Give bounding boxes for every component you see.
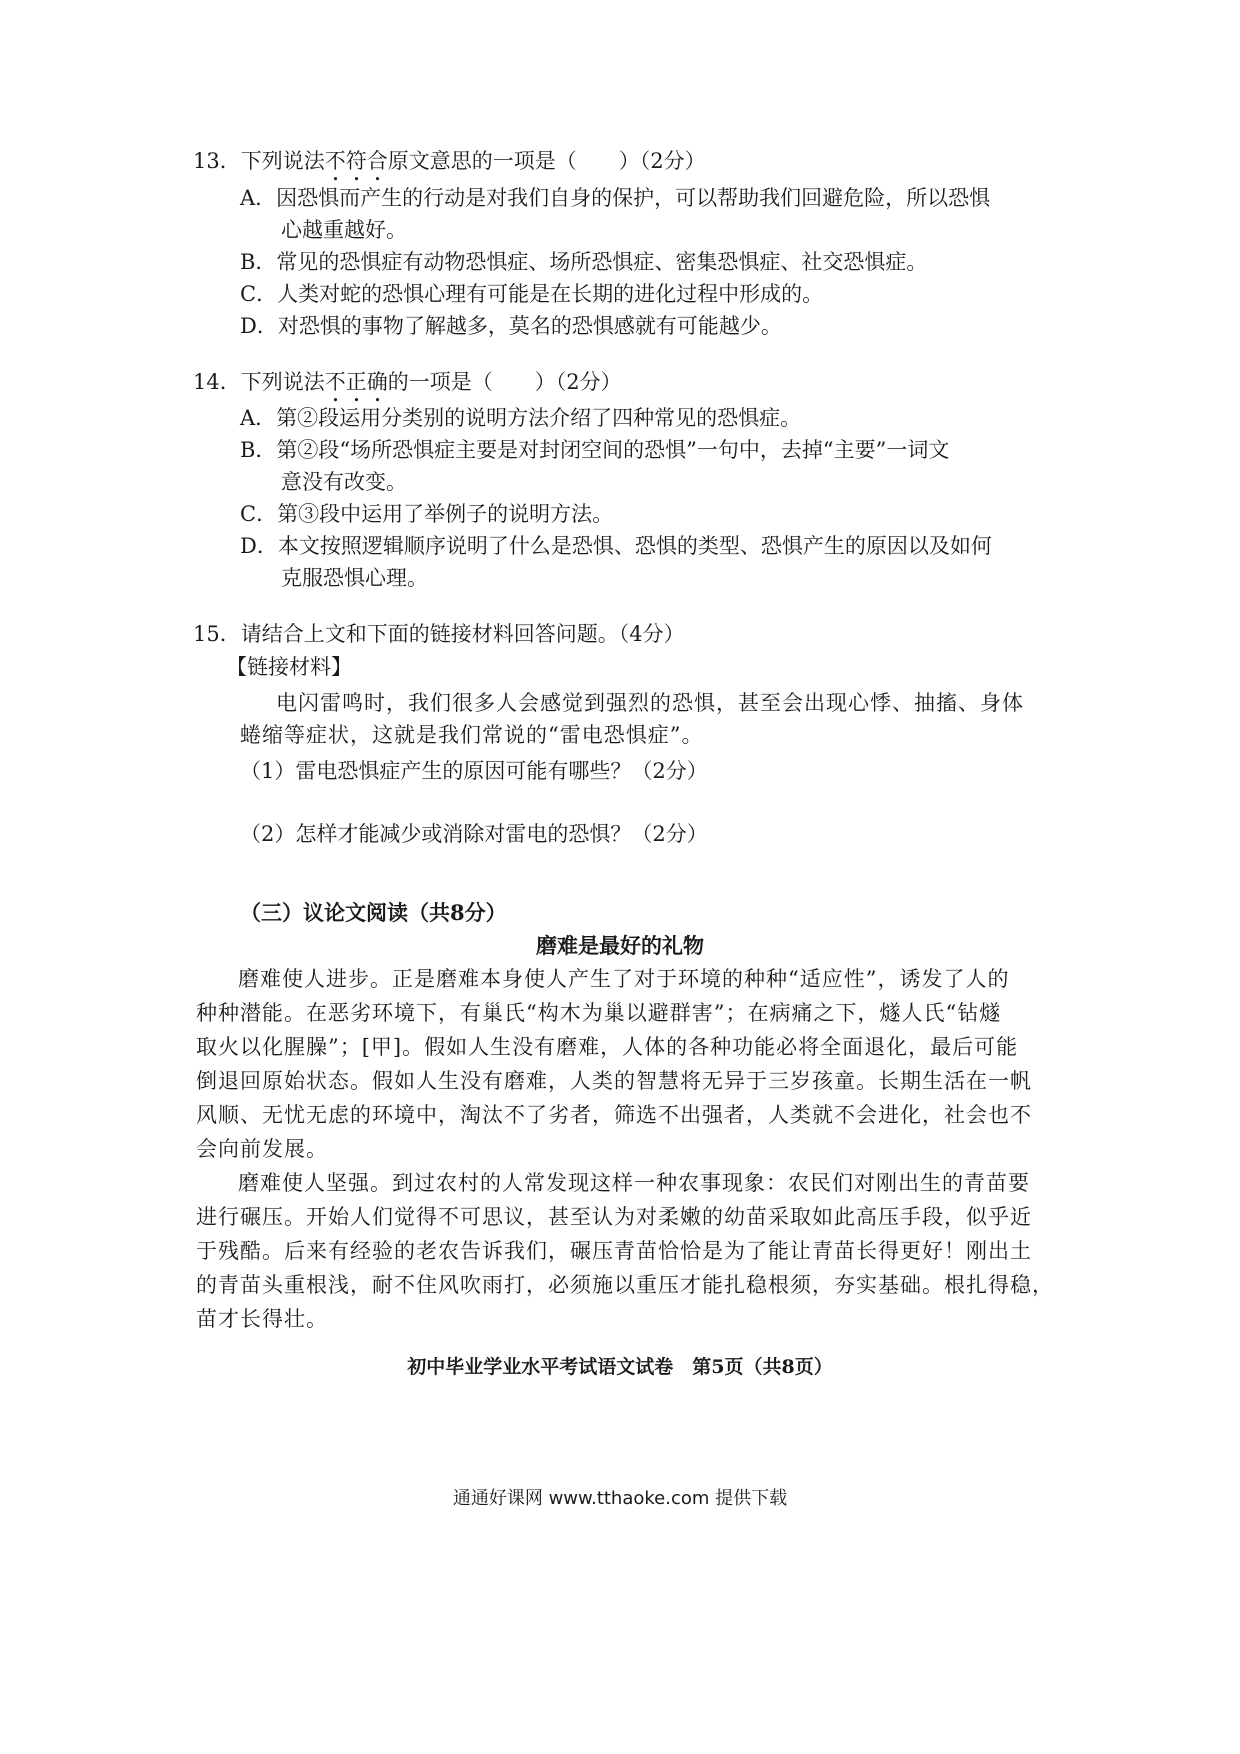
para1-line-2: 种种潜能。在恶劣环境下，有巢氏“构木为巢以避群害”；在病痛之下，燧人氏“钻燧 — [196, 1001, 1002, 1025]
q13-stem — [193, 146, 706, 186]
q14-option-d-cont: 克服恐惧心理。 — [281, 566, 428, 590]
q15-sub-1: （1）雷电恐惧症产生的原因可能有哪些？（2分） — [240, 759, 708, 783]
para1-line-5: 风顺、无忧无虑的环境中，淘汰不了劣者，筛选不出强者，人类就不会进化，社会也不 — [196, 1103, 1032, 1127]
q15-link-text-1: 电闪雷鸣时，我们很多人会感觉到强烈的恐惧，甚至会出现心悸、抽搐、身体 — [276, 691, 1024, 715]
para2-line-5: 苗才长得壮。 — [196, 1307, 328, 1331]
q14-stem-pre: 14．下列说法 — [193, 370, 325, 394]
q13-option-a: A．因恐惧而产生的行动是对我们自身的保护，可以帮助我们回避危险，所以恐惧 — [240, 186, 991, 210]
q13-stem-pre: 13．下列说法 — [193, 149, 325, 173]
para1-line-4: 倒退回原始状态。假如人生没有磨难，人类的智慧将无异于三岁孩童。长期生活在一帆 — [196, 1069, 1032, 1093]
para1-line-6: 会向前发展。 — [196, 1137, 328, 1161]
q15-stem: 15．请结合上文和下面的链接材料回答问题。（4分） — [193, 622, 685, 646]
section-heading: （三）议论文阅读（共8分） — [240, 900, 507, 925]
q14-stem-post: 的一项是（ ）（2分） — [387, 370, 622, 394]
para2-line-1: 磨难使人坚强。到过农村的人常发现这样一种农事现象：农民们对刚出生的青苗要 — [238, 1171, 1030, 1195]
q14-stem-emph: 不正确 — [324, 370, 388, 394]
para1-line-3: 取火以化腥臊”；[甲]。假如人生没有磨难，人体的各种功能必将全面退化，最后可能 — [196, 1035, 1019, 1059]
q15-link-label: 【链接材料】 — [226, 655, 352, 679]
q14-option-c: C．第③段中运用了举例子的说明方法。 — [240, 502, 614, 526]
para2-line-2: 进行碾压。开始人们觉得不可思议，甚至认为对柔嫩的幼苗采取如此高压手段，似乎近 — [196, 1205, 1032, 1229]
q13-option-c: C．人类对蛇的恐惧心理有可能是在长期的进化过程中形成的。 — [240, 282, 824, 306]
q13-option-d: D．对恐惧的事物了解越多，莫名的恐惧感就有可能越少。 — [240, 314, 782, 338]
download-credit: 通通好课网 www.tthaoke.com 提供下载 — [452, 1488, 788, 1509]
para2-line-3: 于残酷。后来有经验的老农告诉我们，碾压青苗恰恰是为了能让青苗长得更好！刚出土 — [196, 1239, 1032, 1263]
q14-option-b-cont: 意没有改变。 — [281, 470, 407, 494]
q13-option-b: B．常见的恐惧症有动物恐惧症、场所恐惧症、密集恐惧症、社交恐惧症。 — [240, 250, 928, 274]
q13-stem-emph: 不符合 — [324, 149, 388, 173]
q13-stem-post: 原文意思的一项是（ ）（2分） — [387, 149, 706, 173]
q14-option-a: A．第②段运用分类别的说明方法介绍了四种常见的恐惧症。 — [240, 406, 802, 430]
q14-option-b: B．第②段“场所恐惧症主要是对封闭空间的恐惧”一句中，去掉“主要”一词文 — [240, 438, 950, 462]
q15-link-text-2: 蜷缩等症状，这就是我们常说的“雷电恐惧症”。 — [240, 723, 704, 747]
essay-title: 磨难是最好的礼物 — [536, 933, 704, 958]
para2-line-4: 的青苗头重根浅，耐不住风吹雨打，必须施以重压才能扎稳根须，夯实基础。根扎得稳， — [196, 1273, 1054, 1297]
para1-line-1: 磨难使人进步。正是磨难本身使人产生了对于环境的种种“适应性”，诱发了人的 — [238, 967, 1010, 991]
q14-option-d: D．本文按照逻辑顺序说明了什么是恐惧、恐惧的类型、恐惧产生的原因以及如何 — [240, 534, 992, 558]
page-footer: 初中毕业学业水平考试语文试卷 第5页（共8页） — [407, 1356, 833, 1378]
q15-sub-2: （2）怎样才能减少或消除对雷电的恐惧？（2分） — [240, 822, 708, 846]
q14-stem — [193, 367, 622, 407]
q13-option-a-cont: 心越重越好。 — [281, 218, 407, 242]
